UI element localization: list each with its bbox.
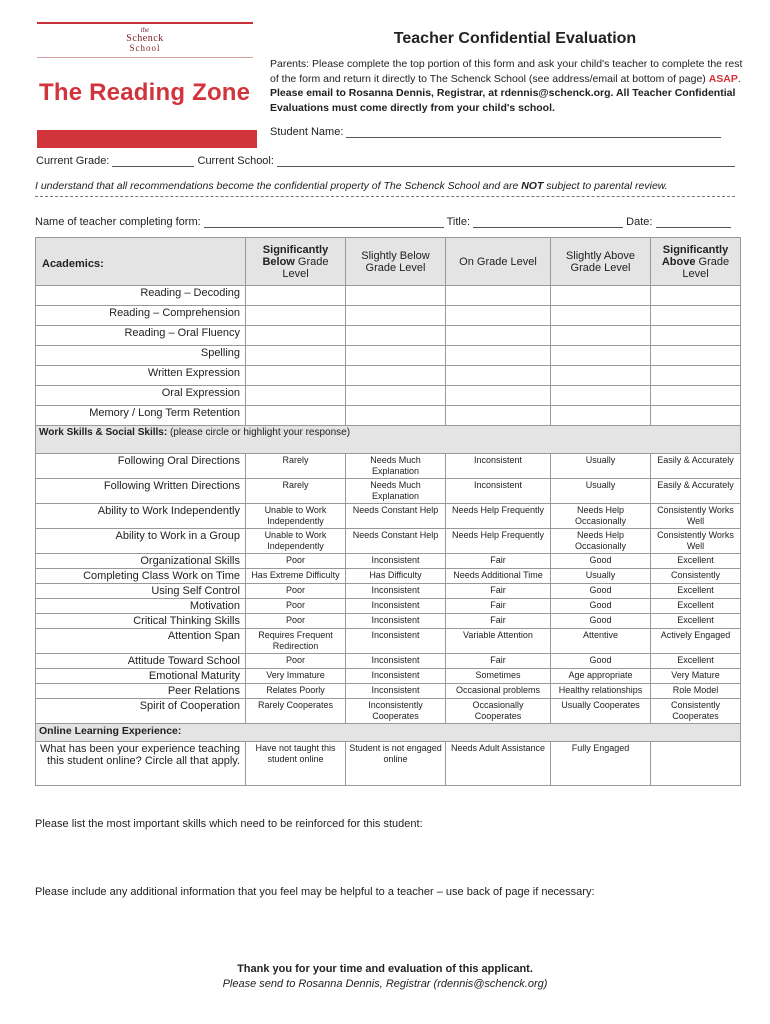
work-skill-label: Following Oral Directions [36,454,246,479]
intro-bold: Please email to Rosanna Dennis, Registrar, at rdennis@schenck.org. All Teacher Confidential Evaluations must come directly from your child's school. [270,87,736,114]
rating-cell[interactable] [346,286,446,306]
rating-cell[interactable] [346,366,446,386]
work-skill-option[interactable]: Inconsistent [346,654,446,669]
table-row [36,386,741,406]
academic-skill-label: Spelling [36,346,246,366]
table-row [36,286,741,306]
rating-cell[interactable] [446,406,551,426]
page-title: Teacher Confidential Evaluation [393,30,637,47]
work-skill-option[interactable]: Role Model [651,684,741,699]
work-skill-option[interactable]: Usually [551,454,651,479]
confidentiality-statement [35,180,668,192]
work-skill-option[interactable]: Very Mature [651,669,741,684]
rating-cell[interactable] [446,286,551,306]
table-row [36,406,741,426]
table-row [36,554,741,569]
rating-cell[interactable] [246,326,346,346]
work-skill-option[interactable]: Actively Engaged [651,629,741,654]
grade-level-header-3: Slightly Above Grade Level [551,238,651,286]
table-row [36,306,741,326]
teacher-title-field[interactable] [473,216,623,228]
rating-cell[interactable] [446,386,551,406]
header-bold: Significantly [662,243,729,256]
work-skill-option[interactable]: Has Difficulty [346,569,446,584]
rating-cell[interactable] [551,286,651,306]
work-skill-option[interactable]: Excellent [651,614,741,629]
work-skill-option[interactable]: Occasionally Cooperates [446,699,551,724]
work-skill-option[interactable]: Fair [446,599,551,614]
work-skill-option[interactable]: Inconsistent [346,629,446,654]
work-skill-option[interactable]: Inconsistent [346,584,446,599]
work-skill-label: Ability to Work Independently [36,504,246,529]
rating-cell[interactable] [551,306,651,326]
intro-asap: ASAP [708,72,738,85]
table-row [36,366,741,386]
work-skill-option[interactable]: Needs Help Frequently [446,529,551,554]
logo-bottom-rule [37,57,253,58]
work-skill-option[interactable]: Inconsistently Cooperates [346,699,446,724]
current-school-field[interactable] [277,155,735,167]
work-skill-label: Emotional Maturity [36,669,246,684]
table-row [36,614,741,629]
additional-info-prompt: Please include any additional information that you feel may be helpful to a teacher – use back of page if necessary: [35,886,595,898]
rating-cell[interactable] [246,406,346,426]
understand-post: subject to parental review. [543,180,668,192]
work-skill-option[interactable]: Consistently Cooperates [651,699,741,724]
thank-you-text: Thank you for your time and evaluation of this applicant. [237,963,533,975]
online-option[interactable]: Student is not engaged online [346,742,446,786]
work-skill-label: Spirit of Cooperation [36,699,246,724]
rating-cell[interactable] [246,386,346,406]
brand-red-bar [37,130,257,148]
work-skill-option[interactable]: Needs Much Explanation [346,479,446,504]
student-name-label: Student Name: [270,126,344,138]
online-option[interactable]: Needs Adult Assistance [446,742,551,786]
work-skill-option[interactable]: Very Immature [246,669,346,684]
evaluation-table [35,237,741,786]
academic-skill-label: Oral Expression [36,386,246,406]
work-skill-option[interactable]: Rarely [246,454,346,479]
work-skills-note: (please circle or highlight your response) [167,427,351,438]
header-rest: Grade Level [682,255,730,280]
work-skill-option[interactable]: Inconsistent [346,684,446,699]
work-skills-title: Work Skills & Social Skills: [39,427,168,438]
table-row [36,479,741,504]
academic-skill-label: Reading – Comprehension [36,306,246,326]
work-skill-label: Peer Relations [36,684,246,699]
brand-title: The Reading Zone [39,79,251,106]
work-skill-option[interactable]: Consistently Works Well [651,529,741,554]
teacher-name-label: Name of teacher completing form: [35,216,201,228]
online-option[interactable]: Fully Engaged [551,742,651,786]
work-skill-option[interactable]: Occasional problems [446,684,551,699]
work-skill-option[interactable]: Fair [446,614,551,629]
work-skill-option[interactable]: Needs Help Occasionally [551,529,651,554]
work-skill-label: Motivation [36,599,246,614]
intro-text-2: . [737,72,741,85]
work-skill-option[interactable]: Has Extreme Difficulty [246,569,346,584]
work-skill-option[interactable]: Easily & Accurately [651,479,741,504]
work-skill-option[interactable]: Excellent [651,654,741,669]
academic-skill-label: Reading – Oral Fluency [36,326,246,346]
work-skill-option[interactable]: Easily & Accurately [651,454,741,479]
logo-line2: School [129,43,161,53]
work-skill-option[interactable]: Fair [446,654,551,669]
work-skill-label: Completing Class Work on Time [36,569,246,584]
table-row [36,529,741,554]
academic-skill-label: Memory / Long Term Retention [36,406,246,426]
work-skill-option[interactable]: Needs Constant Help [346,504,446,529]
rating-cell[interactable] [446,326,551,346]
work-skill-option[interactable]: Needs Help Frequently [446,504,551,529]
academic-skill-label: Written Expression [36,366,246,386]
work-skill-option[interactable]: Inconsistent [446,479,551,504]
table-row [36,629,741,654]
rating-cell[interactable] [346,346,446,366]
table-row [36,699,741,724]
logo-top-rule [37,22,253,24]
rating-cell[interactable] [651,306,741,326]
current-grade-label: Current Grade: [36,155,110,167]
rating-cell[interactable] [346,326,446,346]
work-skill-option[interactable]: Needs Constant Help [346,529,446,554]
rating-cell[interactable] [651,406,741,426]
work-skill-option[interactable]: Poor [246,554,346,569]
rating-cell[interactable] [551,366,651,386]
work-skill-option[interactable]: Good [551,654,651,669]
work-skill-option[interactable]: Poor [246,614,346,629]
work-skill-label: Attention Span [36,629,246,654]
work-skill-option[interactable]: Fair [446,584,551,599]
grade-level-header-4 [651,238,741,286]
work-skill-label: Critical Thinking Skills [36,614,246,629]
work-skill-option[interactable]: Usually [551,569,651,584]
table-row [36,599,741,614]
table-row [36,684,741,699]
current-grade-field[interactable] [112,155,194,167]
work-skill-option[interactable]: Relates Poorly [246,684,346,699]
current-school-label: Current School: [197,155,274,167]
work-skill-option[interactable]: Good [551,599,651,614]
understand-not: NOT [521,180,544,192]
work-skill-option[interactable]: Unable to Work Independently [246,504,346,529]
skills-reinforce-prompt: Please list the most important skills which need to be reinforced for this student: [35,818,423,830]
work-skill-option[interactable]: Good [551,614,651,629]
grade-school-row [36,155,735,167]
schenck-logo [105,27,185,53]
logo-line1: Schenck [126,33,164,44]
work-skill-option[interactable]: Needs Help Occasionally [551,504,651,529]
work-skill-option[interactable]: Attentive [551,629,651,654]
work-skill-option[interactable]: Excellent [651,584,741,599]
send-to-text: Please send to Rosanna Dennis, Registrar (rdennis@schenck.org) [222,978,548,990]
work-skill-option[interactable]: Excellent [651,554,741,569]
teacher-name-field[interactable] [204,216,444,228]
work-skill-option[interactable]: Inconsistent [346,614,446,629]
work-skills-section-row [36,426,741,454]
rating-cell[interactable] [551,406,651,426]
rating-cell[interactable] [446,366,551,386]
work-skill-label: Following Written Directions [36,479,246,504]
table-row [36,584,741,599]
intro-paragraph [270,57,750,115]
work-skill-option[interactable]: Fair [446,554,551,569]
rating-cell[interactable] [346,306,446,326]
header-rest: Grade Level [282,255,329,280]
work-skill-option[interactable]: Needs Additional Time [446,569,551,584]
online-learning-section: Online Learning Experience: [36,724,741,742]
table-row [36,654,741,669]
work-skill-option[interactable]: Excellent [651,599,741,614]
rating-cell[interactable] [651,366,741,386]
rating-cell[interactable] [651,386,741,406]
academic-skill-label: Reading – Decoding [36,286,246,306]
rating-cell[interactable] [346,386,446,406]
work-skill-label: Attitude Toward School [36,654,246,669]
rating-cell[interactable] [651,346,741,366]
rating-cell[interactable] [551,386,651,406]
header-bold2: Below [262,255,295,268]
work-skill-option[interactable]: Usually Cooperates [551,699,651,724]
work-skill-label: Organizational Skills [36,554,246,569]
work-skill-option[interactable]: Age appropriate [551,669,651,684]
academics-header: Academics: [36,238,246,286]
work-skill-option[interactable]: Healthy relationships [551,684,651,699]
work-skill-option[interactable]: Good [551,554,651,569]
rating-cell[interactable] [651,286,741,306]
work-skill-option[interactable]: Inconsistent [446,454,551,479]
teacher-title-label: Title: [446,216,471,228]
grade-level-header-0 [246,238,346,286]
work-skill-option[interactable]: Requires Frequent Redirection [246,629,346,654]
work-skills-section [36,426,741,454]
work-skill-option[interactable]: Poor [246,584,346,599]
work-skill-option[interactable]: Rarely [246,479,346,504]
rating-cell[interactable] [246,306,346,326]
rating-cell[interactable] [551,346,651,366]
date-field[interactable] [656,216,731,228]
logo-the: the [140,26,150,34]
rating-cell[interactable] [246,366,346,386]
work-skill-option[interactable]: Unable to Work Independently [246,529,346,554]
rating-cell[interactable] [446,346,551,366]
work-skill-label: Ability to Work in a Group [36,529,246,554]
rating-cell[interactable] [346,406,446,426]
work-skill-option[interactable]: Consistently [651,569,741,584]
rating-cell[interactable] [246,346,346,366]
work-skill-option[interactable]: Inconsistent [346,599,446,614]
work-skill-option[interactable]: Poor [246,599,346,614]
table-row [36,742,741,786]
table-row [36,569,741,584]
work-skill-label: Using Self Control [36,584,246,599]
rating-cell[interactable] [651,326,741,346]
work-skill-option[interactable]: Variable Attention [446,629,551,654]
grade-level-header-2: On Grade Level [446,238,551,286]
student-name-row [270,126,721,138]
online-section-row [36,724,741,742]
rating-cell[interactable] [246,286,346,306]
work-skill-option[interactable]: Usually [551,479,651,504]
table-header-row [36,238,741,286]
header-bold2: Above [661,255,696,268]
online-option[interactable] [651,742,741,786]
date-label: Date: [626,216,653,228]
work-skill-option[interactable]: Good [551,584,651,599]
rating-cell[interactable] [551,326,651,346]
table-row [36,326,741,346]
table-row [36,669,741,684]
work-skill-option[interactable]: Poor [246,654,346,669]
work-skill-option[interactable]: Sometimes [446,669,551,684]
online-option[interactable]: Have not taught this student online [246,742,346,786]
work-skill-option[interactable]: Inconsistent [346,554,446,569]
understand-pre: I understand that all recommendations become the confidential property of The Schenck School and are [35,180,522,192]
work-skill-option[interactable]: Needs Much Explanation [346,454,446,479]
dashed-divider [35,196,735,197]
header-bold: Significantly [262,243,329,256]
table-row [36,504,741,529]
intro-text-1: Parents: Please complete the top portion of this form and ask your child's teacher to complete the rest of the form and return it directly to The Schenck School (see address/email at bottom of page) [270,58,743,85]
work-skill-option[interactable]: Rarely Cooperates [246,699,346,724]
work-skill-option[interactable]: Inconsistent [346,669,446,684]
table-row [36,346,741,366]
student-name-field[interactable] [346,126,721,138]
work-skill-option[interactable]: Consistently Works Well [651,504,741,529]
grade-level-header-1: Slightly Below Grade Level [346,238,446,286]
online-question-label: What has been your experience teaching this student online? Circle all that apply. [36,742,246,786]
teacher-row [35,216,731,228]
rating-cell[interactable] [446,306,551,326]
table-row [36,454,741,479]
